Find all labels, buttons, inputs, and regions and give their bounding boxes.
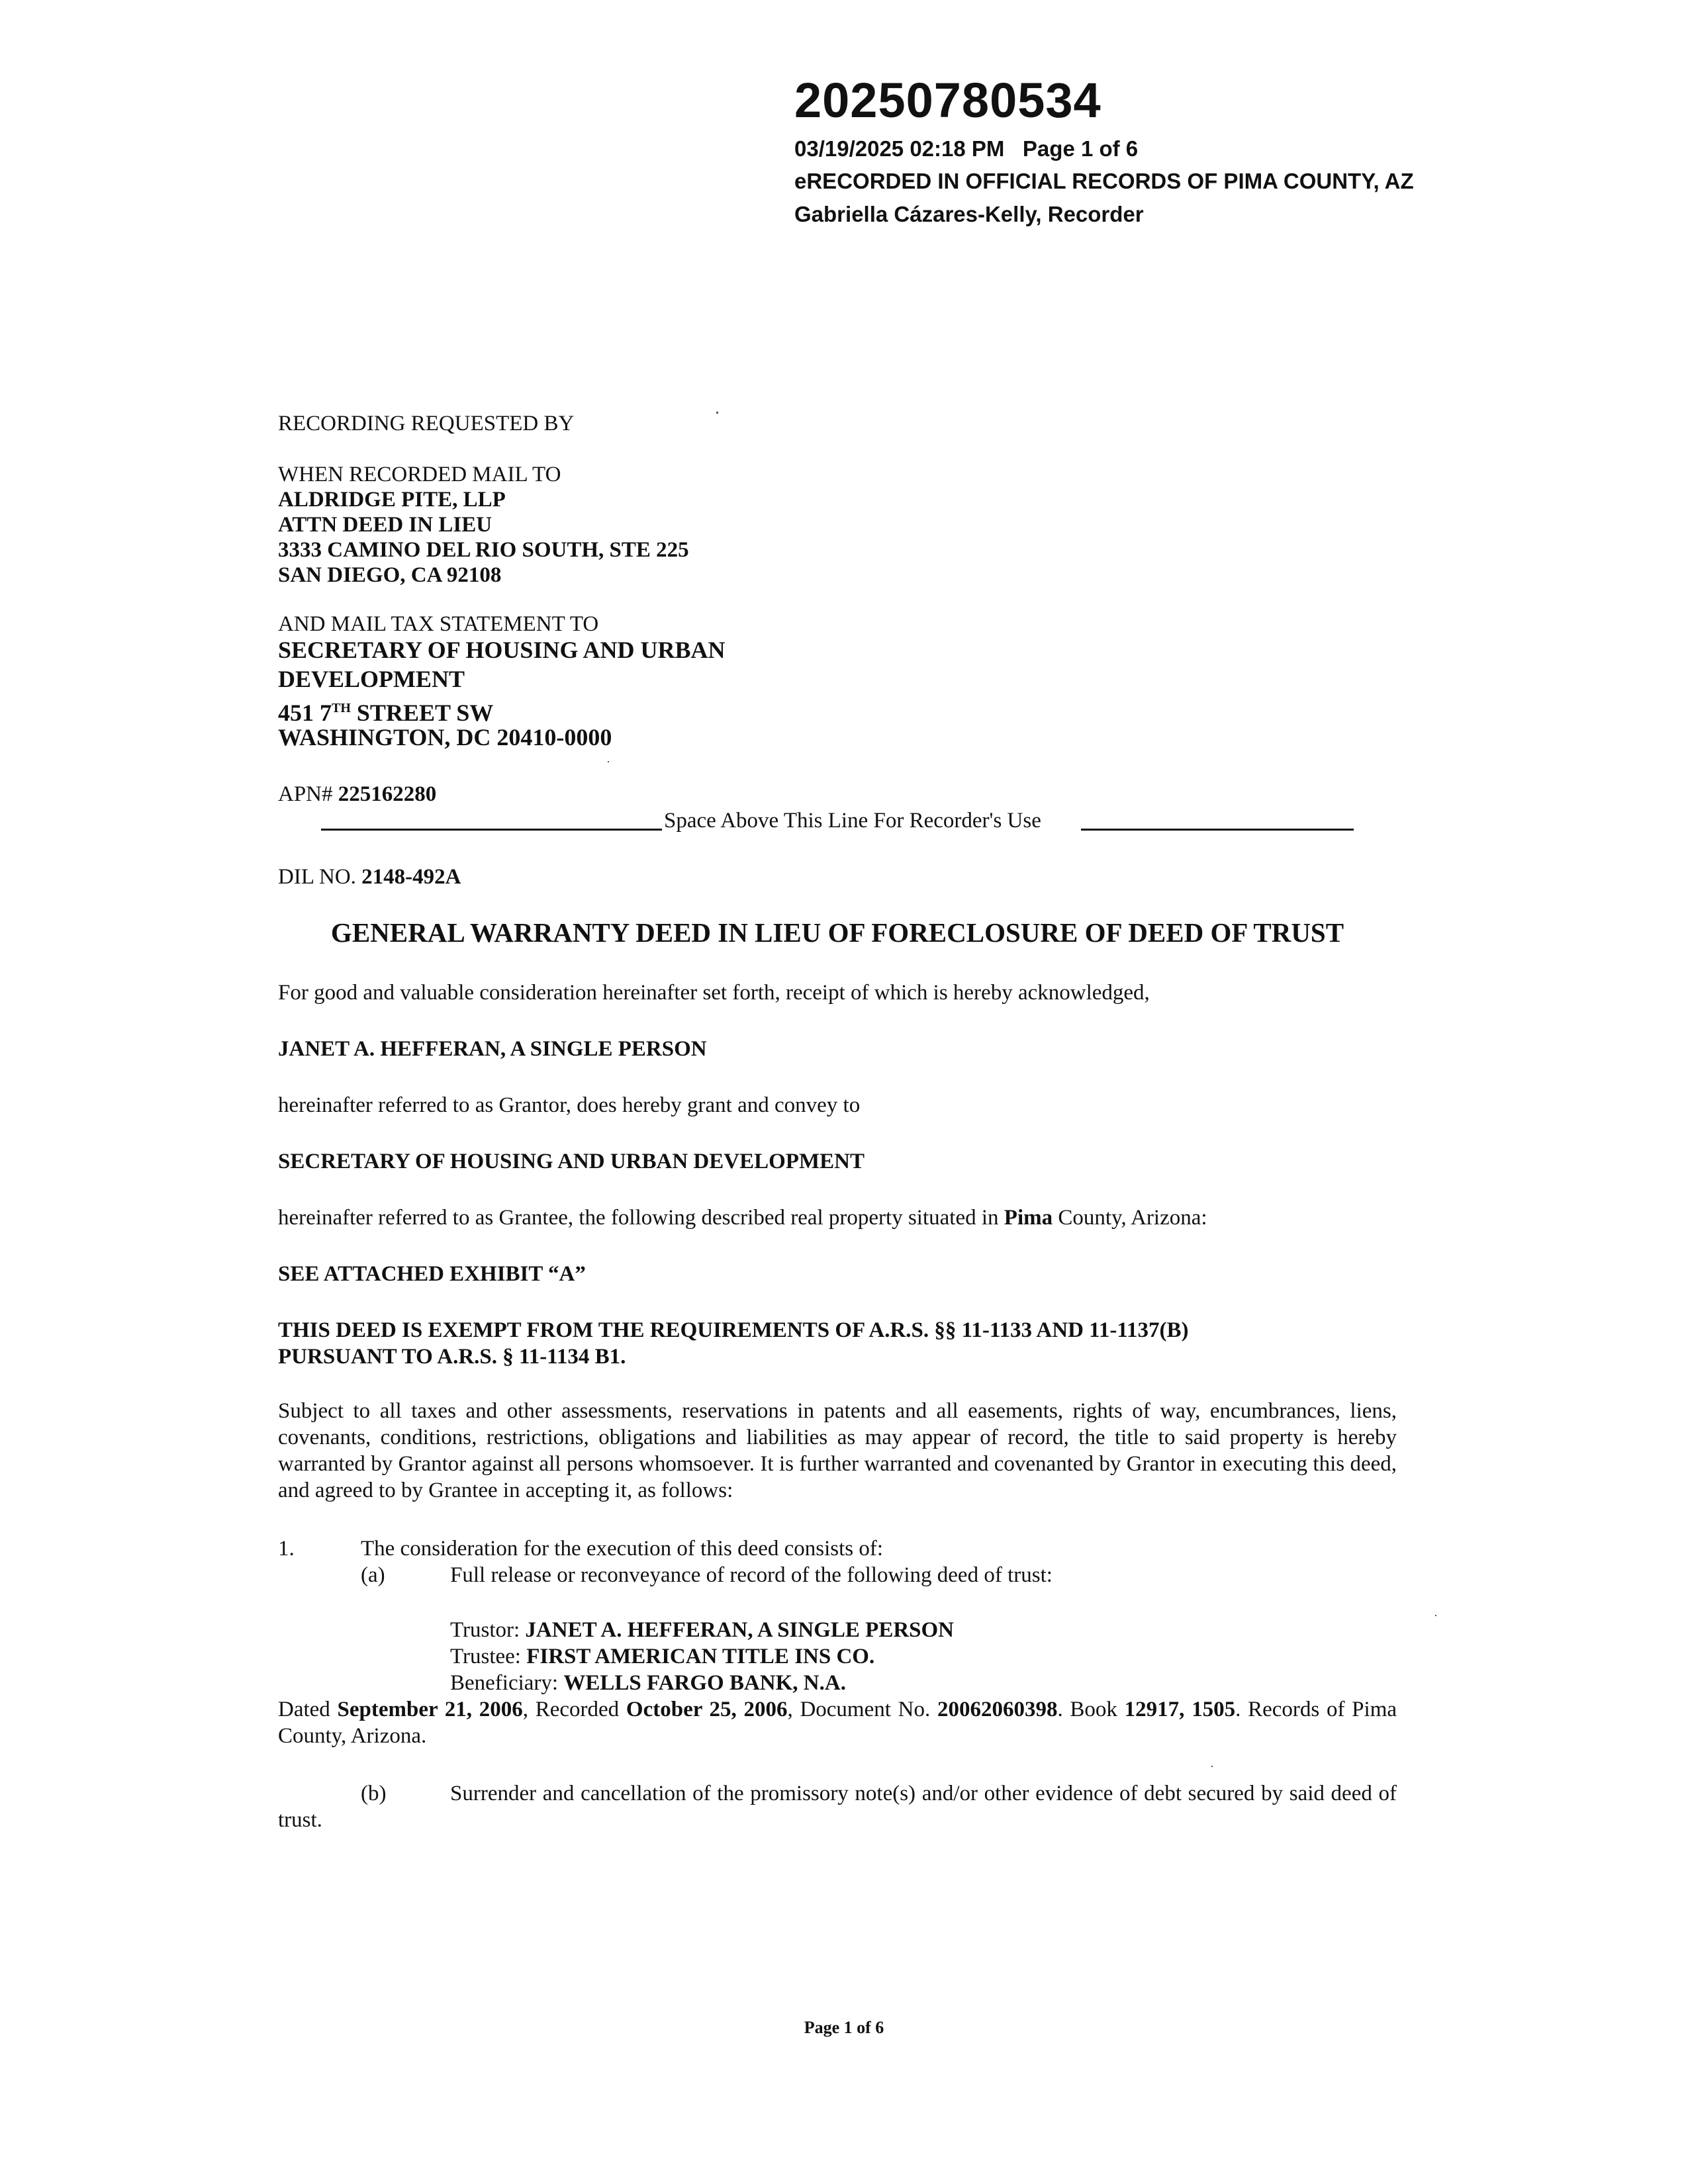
grantee-county: Pima	[1004, 1206, 1053, 1230]
mail-to-line-3: 3333 CAMINO DEL RIO SOUTH, STE 225	[278, 538, 689, 562]
recorder-space-label: Space Above This Line For Recorder's Use	[664, 809, 1041, 833]
tax-to-line-2: DEVELOPMENT	[278, 666, 465, 692]
grantee-text-a: hereinafter referred to as Grantee, the following described real property situated in	[278, 1206, 1004, 1230]
document-number: 20250780534	[794, 73, 1102, 128]
tax-to-city: WASHINGTON, DC 20410-0000	[278, 724, 612, 751]
dated-value: September 21, 2006	[337, 1698, 523, 1721]
grantee-text-b: County, Arizona:	[1053, 1206, 1207, 1230]
grantee-name: SECRETARY OF HOUSING AND URBAN DEVELOPMENT	[278, 1150, 865, 1173]
book-value: 12917, 1505	[1124, 1698, 1236, 1721]
trustee-label: Trustee:	[450, 1645, 527, 1668]
mail-to-line-4: SAN DIEGO, CA 92108	[278, 563, 502, 587]
trustor-value: JANET A. HEFFERAN, A SINGLE PERSON	[525, 1618, 955, 1642]
item-1-text: The consideration for the execution of this deed consists of:	[361, 1537, 884, 1561]
docno-label: , Document No.	[787, 1698, 937, 1721]
book-label: . Book	[1057, 1698, 1125, 1721]
consideration-intro: For good and valuable consideration hereinafter set forth, receipt of which is hereby acknowledged,	[278, 981, 1150, 1005]
recorder-rule-left	[321, 829, 662, 831]
when-recorded-label: WHEN RECORDED MAIL TO	[278, 463, 561, 486]
street-name: STREET SW	[350, 700, 494, 726]
beneficiary-line	[450, 1670, 846, 1696]
item-a-label: (a)	[361, 1563, 385, 1587]
item-b-text: Surrender and cancellation of the promissory note(s) and/or other evidence of debt secured by said deed of trust.	[278, 1782, 1397, 1832]
dated-label: Dated	[278, 1698, 338, 1721]
street-ordinal: TH	[332, 701, 351, 715]
item-a-text: Full release or reconveyance of record of the following deed of trust:	[450, 1563, 1053, 1587]
trustee-line	[450, 1643, 874, 1670]
trustee-value: FIRST AMERICAN TITLE INS CO.	[526, 1645, 875, 1668]
recording-date-line	[794, 136, 1138, 162]
recorder-rule-right	[1081, 829, 1354, 831]
subject-paragraph: Subject to all taxes and other assessments, reservations in patents and all easements, rights of way, encumbrances, liens, covenants, conditions, restrictions, obligations and liabilities as may appear of record, the title to said property is hereby warranted by Grantor against all persons whomsoever. It is further warranted and covenanted by Grantor in executing this deed, and agreed to by Grantee in accepting it, as follows:	[278, 1399, 1397, 1502]
recording-requested-by: RECORDING REQUESTED BY	[278, 412, 575, 435]
grantee-text	[278, 1205, 1207, 1231]
recorded-in-line: eRECORDED IN OFFICIAL RECORDS OF PIMA COUNTY, AZ	[794, 169, 1414, 193]
grantor-text: hereinafter referred to as Grantor, does hereby grant and convey to	[278, 1093, 861, 1117]
beneficiary-value: WELLS FARGO BANK, N.A.	[563, 1671, 846, 1695]
scan-speck	[1435, 1615, 1436, 1616]
mail-to-line-2: ATTN DEED IN LIEU	[278, 513, 492, 537]
exempt-line-2: PURSUANT TO A.R.S. § 11-1134 B1.	[278, 1345, 626, 1369]
recorded-value: October 25, 2006	[626, 1698, 788, 1721]
docno-value: 20062060398	[937, 1698, 1058, 1721]
item-1-number: 1.	[278, 1537, 295, 1561]
exempt-line-1: THIS DEED IS EXEMPT FROM THE REQUIREMENTS OF A.R.S. §§ 11-1133 AND 11-1137(B)	[278, 1318, 1189, 1342]
trustor-line	[450, 1617, 954, 1643]
dil-number: 2148-492A	[361, 865, 461, 889]
page-footer: Page 1 of 6	[804, 2018, 884, 2037]
trustor-label: Trustor:	[450, 1618, 526, 1642]
exhibit-reference: SEE ATTACHED EXHIBIT “A”	[278, 1262, 586, 1286]
apn-line	[278, 781, 436, 807]
tax-statement-label: AND MAIL TAX STATEMENT TO	[278, 612, 599, 636]
deed-of-trust-details	[278, 1696, 1397, 1749]
beneficiary-label: Beneficiary:	[450, 1671, 564, 1695]
mail-to-line-1: ALDRIDGE PITE, LLP	[278, 488, 506, 512]
dil-label: DIL NO.	[278, 865, 362, 889]
item-b-label: (b)	[361, 1782, 387, 1805]
grantor-name: JANET A. HEFFERAN, A SINGLE PERSON	[278, 1037, 707, 1061]
street-number: 451 7	[278, 700, 332, 726]
scan-speck	[716, 412, 718, 414]
tax-to-line-1: SECRETARY OF HOUSING AND URBAN	[278, 637, 726, 663]
apn-number: 225162280	[338, 782, 437, 806]
apn-label: APN#	[278, 782, 338, 806]
recording-datetime: 03/19/2025 02:18 PM	[794, 136, 1005, 161]
scan-speck	[608, 761, 609, 762]
records-text: . Records of Pima County, Arizona.	[278, 1698, 1397, 1748]
stamp-page-count: Page 1 of 6	[1022, 136, 1139, 161]
dil-number-line	[278, 864, 461, 890]
recorder-name: Gabriella Cázares-Kelly, Recorder	[794, 202, 1144, 226]
recorded-label: , Recorded	[522, 1698, 626, 1721]
deed-title: GENERAL WARRANTY DEED IN LIEU OF FORECLOSURE OF DEED OF TRUST	[330, 917, 1344, 948]
scan-speck	[1211, 1766, 1213, 1767]
